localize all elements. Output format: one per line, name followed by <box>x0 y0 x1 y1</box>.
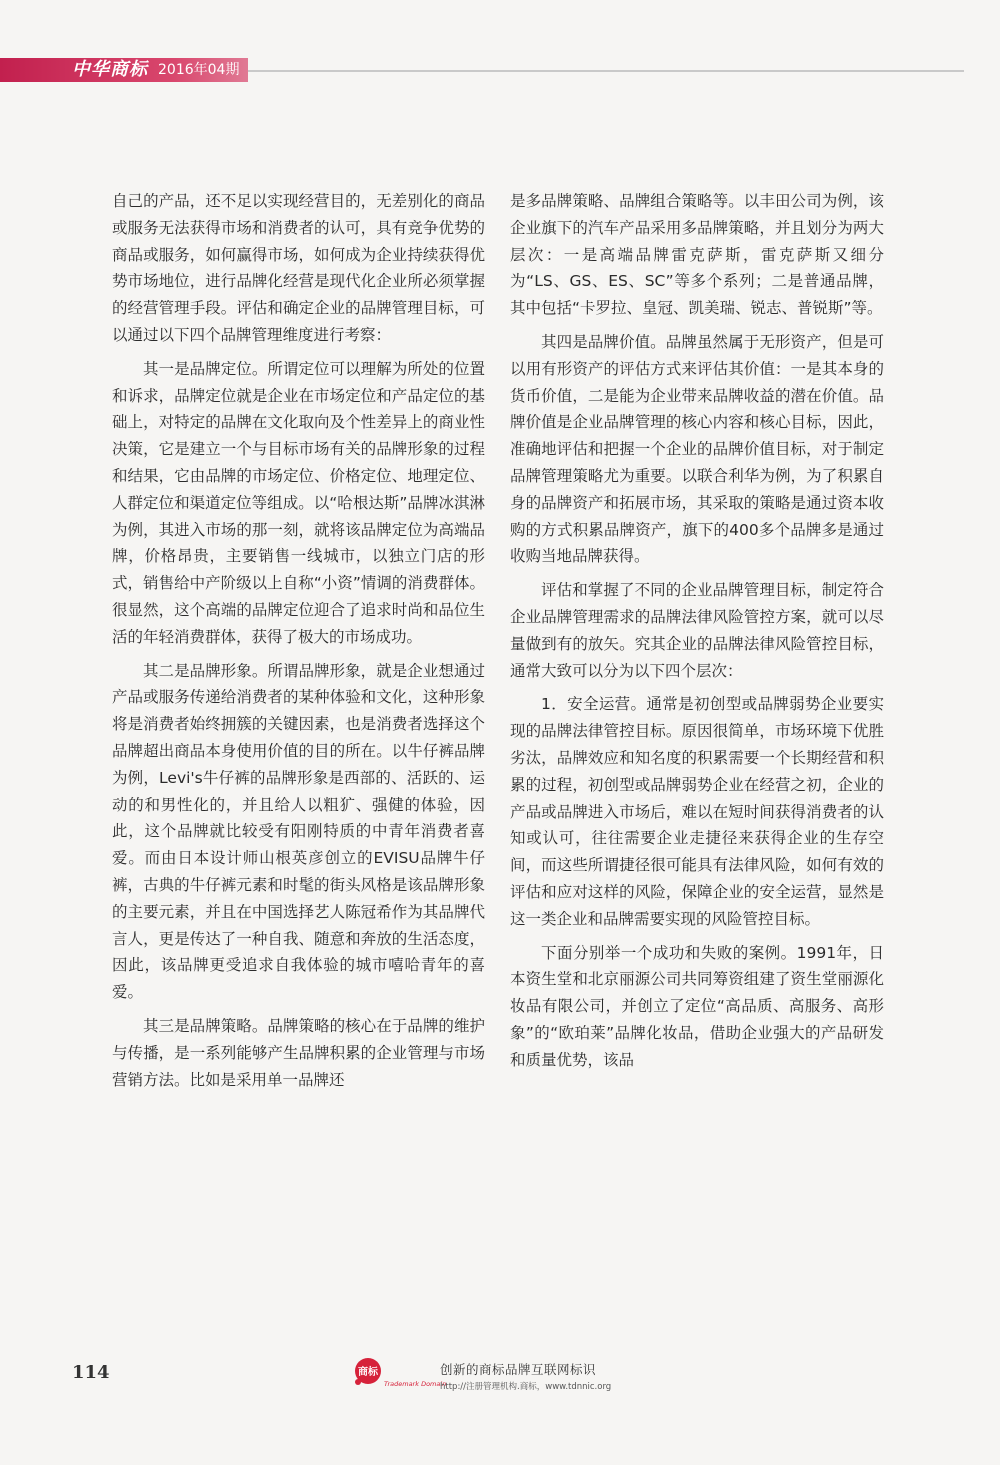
footer-slogan: 创新的商标品牌互联网标识 <box>440 1362 597 1377</box>
right-column <box>510 188 884 1074</box>
logo-subtitle: Trademark Domain <box>384 1380 447 1388</box>
paragraph: 下面分别举一个成功和失败的案例。1991年，日本资生堂和北京丽源公司共同筹资组建了资生堂丽源化妆品有限公司，并创立了定位“高品质、高服务、高形象”的“欧珀莱”品牌化妆品，借助企业强大的产品研发和质量优势，该品 <box>510 943 884 1069</box>
logo-text: 商标 <box>358 1367 378 1378</box>
paragraph: 自己的产品，还不足以实现经营目的，无差别化的商品或服务无法获得市场和消费者的认可，具有竞争优势的商品或服务，如何赢得市场，如何成为企业持续获得优势市场地位，进行品牌化经营是现代化企业所必须掌握的经营管理手段。评估和确定企业的品牌管理目标，可以通过以下四个品牌管理维度进行考察： <box>112 192 485 344</box>
paragraph: 其四是品牌价值。品牌虽然属于无形资产，但是可以用有形资产的评估方式来评估其价值：一是其本身的货币价值，二是能为企业带来品牌收益的潜在价值。品牌价值是企业品牌管理的核心内容和核心目标，因此，准确地评估和把握一个企业的品牌价值目标，对于制定品牌管理策略尤为重要。以联合利华为例，为了积累自身的品牌资产和拓展市场，其采取的策略是通过资本收购的方式积累品牌资产，旗下的400多个品牌多是通过收购当地品牌获得。 <box>510 332 884 566</box>
paragraph: 其二是品牌形象。所谓品牌形象，就是企业想通过产品或服务传递给消费者的某种体验和文化，这种形象将是消费者始终拥簇的关键因素，也是消费者选择这个品牌超出商品本身使用价值的目的所在。以牛仔裤品牌为例，Levi's牛仔裤的品牌形象是西部的、活跃的、运动的和男性化的，并且给人以粗犷、强健的体验，因此，这个品牌就比较受有阳刚特质的中青年消费者喜爱。而由日本设计师山根英彦创立的EVISU品牌牛仔裤，古典的牛仔裤元素和时髦的街头风格是该品牌形象的主要元素，并且在中国选择艺人陈冠希作为其品牌代言人，更是传达了一种自我、随意和奔放的生活态度，因此，该品牌更受追求自我体验的城市嘻哈青年的喜爱。 <box>112 661 485 1002</box>
paragraph: 1．安全运营。通常是初创型或品牌弱势企业要实现的品牌法律管控目标。原因很简单，市场环境下优胜劣汰，品牌效应和知名度的积累需要一个长期经营和积累的过程，初创型或品牌弱势企业在经营之初，企业的产品或品牌进入市场后，难以在短时间获得消费者的认知或认可，往往需要企业走捷径来获得企业的生存空间，而这些所谓捷径很可能具有法律风险，如何有效的评估和应对这样的风险，保障企业的安全运营，显然是这一类企业和品牌需要实现的风险管控目标。 <box>510 695 884 928</box>
issue-label: 2016年04期 <box>158 62 240 78</box>
left-column <box>112 188 485 1093</box>
header-rule <box>248 70 964 72</box>
paragraph: 其三是品牌策略。品牌策略的核心在于品牌的维护与传播，是一系列能够产生品牌积累的企业管理与市场营销方法。比如是采用单一品牌还 <box>112 1016 485 1089</box>
paragraph: 是多品牌策略、品牌组合策略等。以丰田公司为例，该企业旗下的汽车产品采用多品牌策略，并且划分为两大层次：一是高端品牌雷克萨斯，雷克萨斯又细分为“LS、GS、ES、SC”等多个系列；二是普通品牌，其中包括“卡罗拉、皇冠、凯美瑞、锐志、普锐斯”等。 <box>510 192 884 318</box>
paragraph: 其一是品牌定位。所谓定位可以理解为所处的位置和诉求，品牌定位就是企业在市场定位和产品定位的基础上，对特定的品牌在文化取向及个性差异上的商业性决策，它是建立一个与目标市场有关的品牌形象的过程和结果，它由品牌的市场定位、价格定位、地理定位、人群定位和渠道定位等组成。以“哈根达斯”品牌冰淇淋为例，其进入市场的那一刻，就将该品牌定位为高端品牌，价格昂贵，主要销售一线城市，以独立门店的形式，销售给中产阶级以上自称“小资”情调的消费群体。很显然，这个高端的品牌定位迎合了追求时尚和品位生活的年轻消费群体，获得了极大的市场成功。 <box>112 359 485 646</box>
paragraph: 评估和掌握了不同的企业品牌管理目标，制定符合企业品牌管理需求的品牌法律风险管控方案，就可以尽量做到有的放矢。究其企业的品牌法律风险管控目标，通常大致可以分为以下四个层次： <box>510 581 884 680</box>
trademark-domain-logo <box>350 1354 447 1396</box>
page-number: 114 <box>72 1362 110 1383</box>
magazine-brand: 中华商标 <box>72 59 148 80</box>
footer-url: http://注册管理机构.商标，www.tdnnic.org <box>440 1382 612 1392</box>
